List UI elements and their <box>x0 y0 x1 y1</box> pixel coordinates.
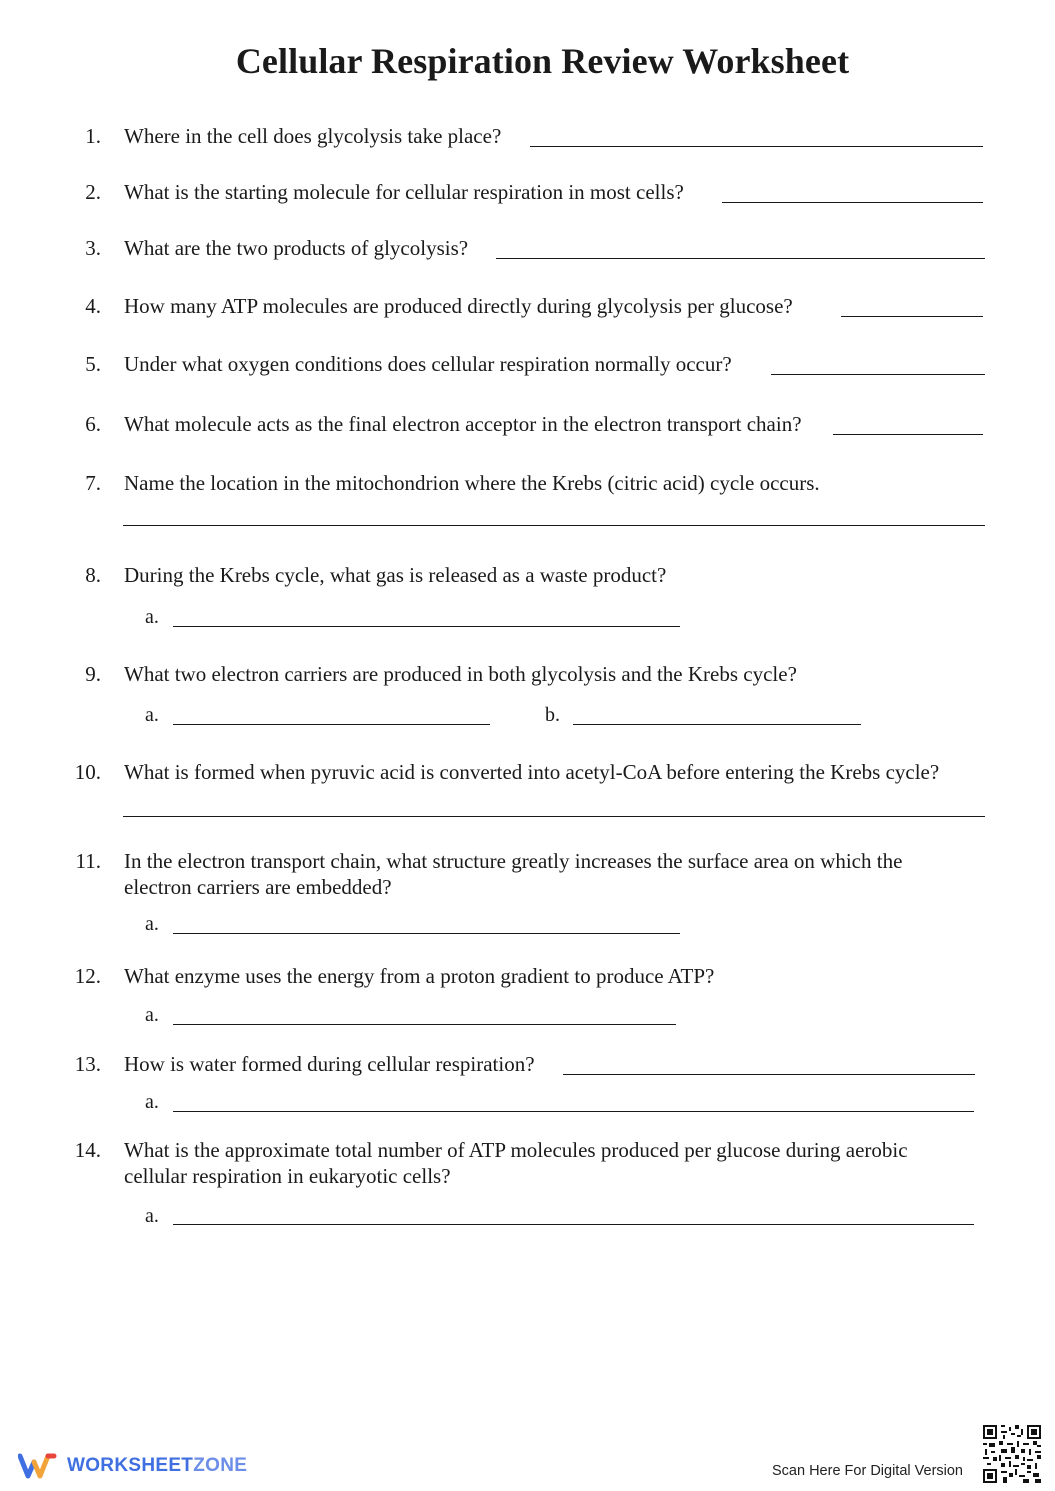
answer-label-a: a. <box>145 1091 159 1113</box>
question-text: Name the location in the mitochondrion where the Krebs (citric acid) cycle occurs. <box>124 471 820 495</box>
question-number: 14. <box>74 1138 101 1162</box>
question-text-continued: cellular respiration in eukaryotic cells? <box>124 1164 451 1188</box>
question-text: What is the starting molecule for cellular respiration in most cells? <box>124 180 684 204</box>
question-text: What is the approximate total number of ATP molecules produced per glucose during aerobic <box>124 1138 908 1162</box>
question-text: What two electron carriers are produced in both glycolysis and the Krebs cycle? <box>124 662 797 686</box>
answer-line[interactable] <box>833 434 983 435</box>
question-text: What enzyme uses the energy from a proton gradient to produce ATP? <box>124 964 715 988</box>
question-text: What are the two products of glycolysis? <box>124 236 469 260</box>
question-text-continued: electron carriers are embedded? <box>124 875 392 899</box>
answer-label-a: a. <box>145 913 159 935</box>
answer-label-a: a. <box>145 704 159 726</box>
question-number: 13. <box>74 1052 101 1076</box>
answer-line[interactable] <box>123 816 985 817</box>
answer-label-a: a. <box>145 606 159 628</box>
question-number: 10. <box>74 760 101 784</box>
answer-line[interactable] <box>722 202 983 203</box>
answer-line[interactable] <box>173 1224 974 1225</box>
brand-logo[interactable] <box>18 1452 247 1480</box>
answer-line[interactable] <box>771 374 985 375</box>
answer-label-b: b. <box>545 704 560 726</box>
answer-line[interactable] <box>573 724 861 725</box>
question-text: How many ATP molecules are produced directly during glycolysis per glucose? <box>124 294 793 318</box>
answer-label-a: a. <box>145 1004 159 1026</box>
question-number: 8. <box>85 563 101 587</box>
question-number: 5. <box>85 352 101 376</box>
answer-label-a: a. <box>145 1205 159 1227</box>
question-text: What is formed when pyruvic acid is converted into acetyl-CoA before entering the Krebs cycle? <box>124 760 940 784</box>
question-text: Under what oxygen conditions does cellular respiration normally occur? <box>124 352 732 376</box>
answer-line[interactable] <box>173 1024 676 1025</box>
question-text: During the Krebs cycle, what gas is released as a waste product? <box>124 563 667 587</box>
page-title: Cellular Respiration Review Worksheet <box>235 41 850 81</box>
question-number: 9. <box>85 662 101 686</box>
answer-line[interactable] <box>841 316 983 317</box>
answer-line[interactable] <box>496 258 985 259</box>
qr-code-icon[interactable] <box>983 1425 1041 1483</box>
brand-name: WORKSHEETZONE <box>67 1455 248 1476</box>
question-number: 1. <box>85 124 101 148</box>
question-number: 3. <box>85 236 101 260</box>
question-text: In the electron transport chain, what structure greatly increases the surface area on which the <box>124 849 903 873</box>
question-number: 6. <box>85 412 101 436</box>
question-text: How is water formed during cellular respiration? <box>124 1052 535 1076</box>
answer-line[interactable] <box>173 724 490 725</box>
question-number: 11. <box>75 849 101 873</box>
answer-line[interactable] <box>563 1074 975 1075</box>
answer-line[interactable] <box>173 1111 974 1112</box>
answer-line[interactable] <box>123 525 985 526</box>
question-number: 4. <box>85 294 101 318</box>
question-number: 7. <box>85 471 101 495</box>
question-number: 12. <box>74 964 101 988</box>
scan-caption: Scan Here For Digital Version <box>772 1463 963 1479</box>
question-number: 2. <box>85 180 101 204</box>
question-text: What molecule acts as the final electron acceptor in the electron transport chain? <box>124 412 802 436</box>
question-text: Where in the cell does glycolysis take place? <box>124 124 502 148</box>
worksheetzone-w-icon <box>18 1452 58 1480</box>
answer-line[interactable] <box>173 933 680 934</box>
answer-line[interactable] <box>530 146 983 147</box>
answer-line[interactable] <box>173 626 680 627</box>
